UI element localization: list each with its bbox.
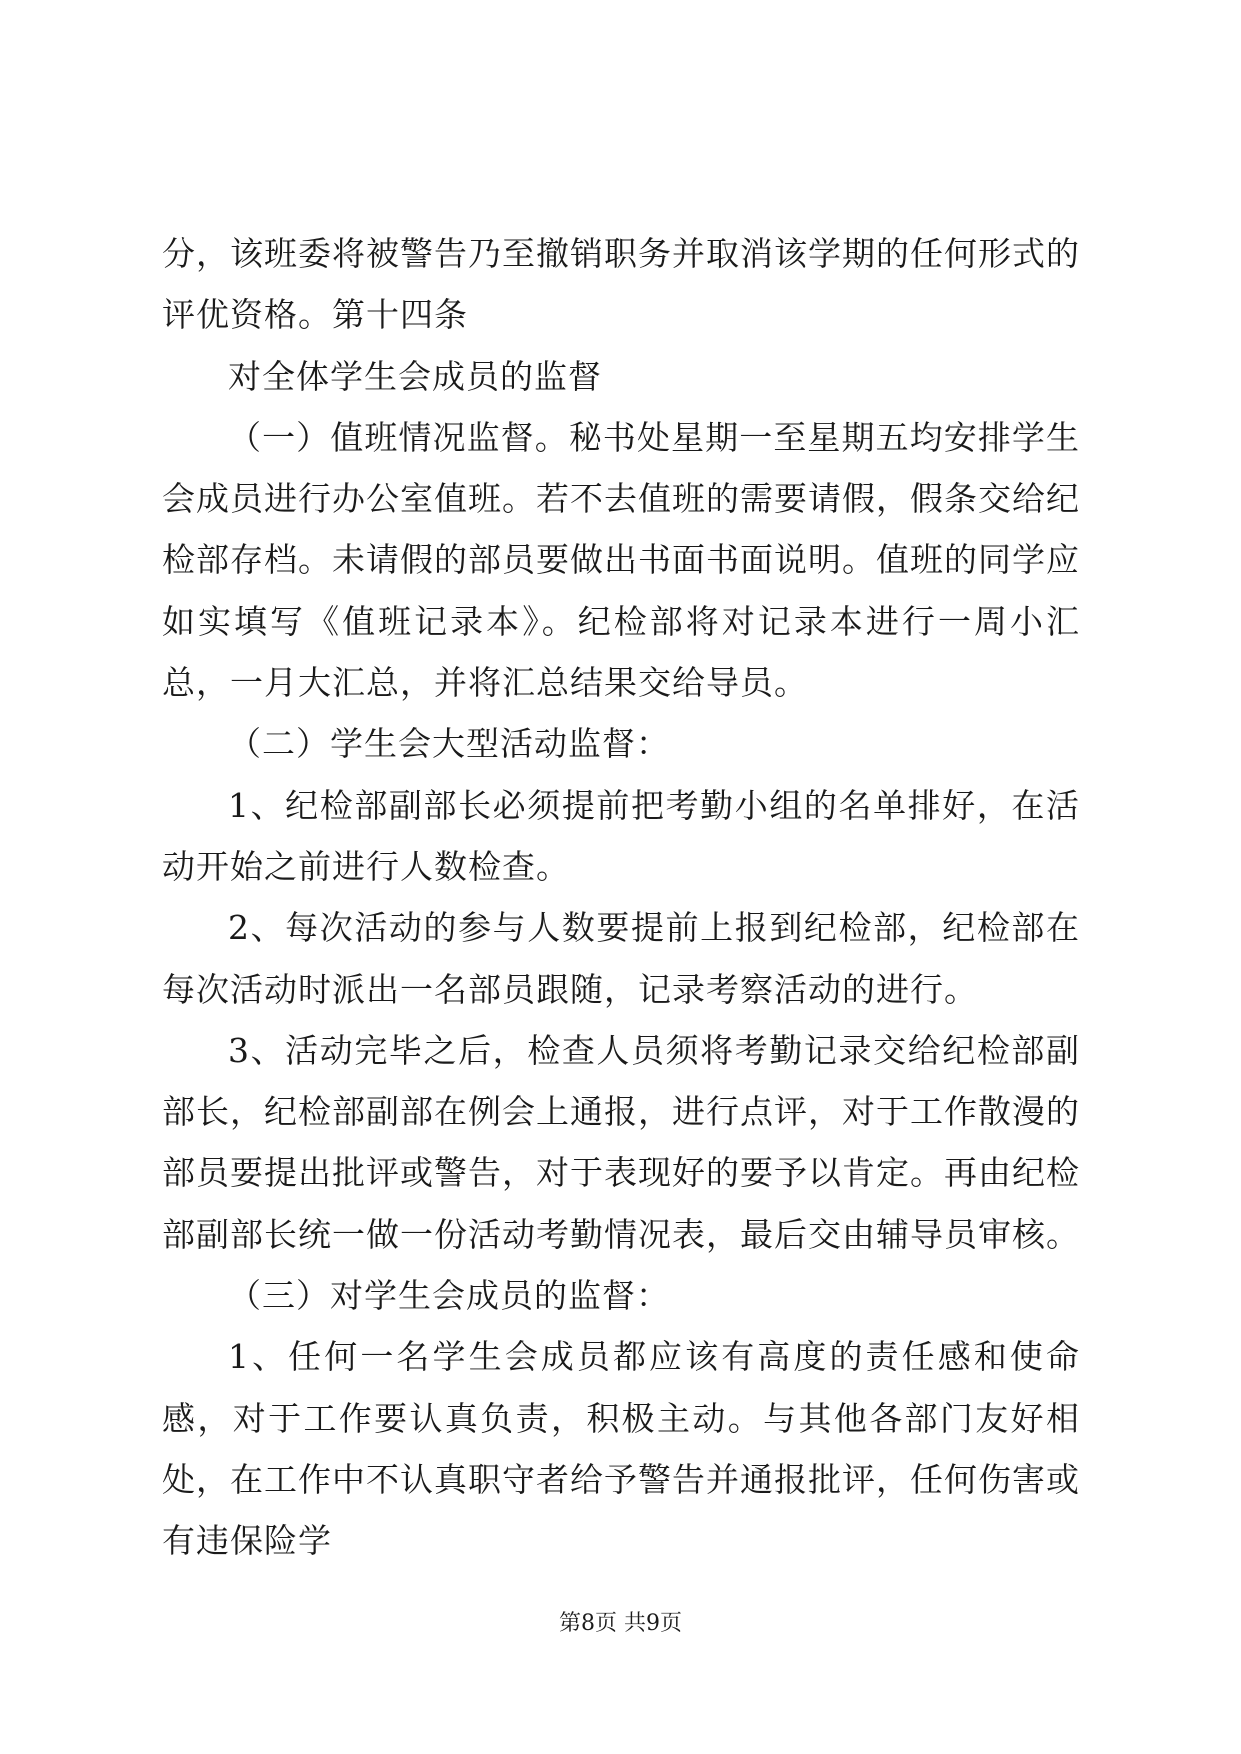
list-item-3: 3、活动完毕之后，检查人员须将考勤记录交给纪检部副部长，纪检部副部在例会上通报，进行点评，对于工作散漫的部员要提出批评或警告，对于表现好的要予以肯定。再由纪检部副部长统一做一份活动考勤情况表，最后交由辅导员审核。 (162, 1030, 1080, 1254)
subheading-member-supervision: （三）对学生会成员的监督： (228, 1276, 670, 1316)
page-footer: 第8页 共9页 (559, 1611, 682, 1636)
list-item-2: 2、每次活动的参与人数要提前上报到纪检部，纪检部在每次活动时派出一名部员跟随，记录考察活动的进行。 (162, 908, 1080, 1009)
paragraph-duty-supervision: （一）值班情况监督。秘书处星期一至星期五均安排学生会成员进行办公室值班。若不去值班的需要请假，假条交给纪检部存档。未请假的部员要做出书面书面说明。值班的同学应如实填写《值班记录本》。纪检部将对记录本进行一周小汇总，一月大汇总，并将汇总结果交给导员。 (162, 417, 1080, 703)
list-item-member-1: 1、任何一名学生会成员都应该有高度的责任感和使命感，对于工作要认真负责，积极主动。与其他各部门友好相处，在工作中不认真职守者给予警告并通报批评，任何伤害或有违保险学 (162, 1337, 1080, 1561)
section-heading: 对全体学生会成员的监督 (228, 356, 602, 396)
list-item-1: 1、纪检部副部长必须提前把考勤小组的名单排好，在活动开始之前进行人数检查。 (162, 785, 1080, 886)
paragraph-1: 分，该班委将被警告乃至撤销职务并取消该学期的任何形式的评优资格。第十四条 (162, 234, 1080, 335)
subheading-large-activities: （二）学生会大型活动监督： (228, 724, 670, 764)
document-body (162, 223, 1080, 1572)
